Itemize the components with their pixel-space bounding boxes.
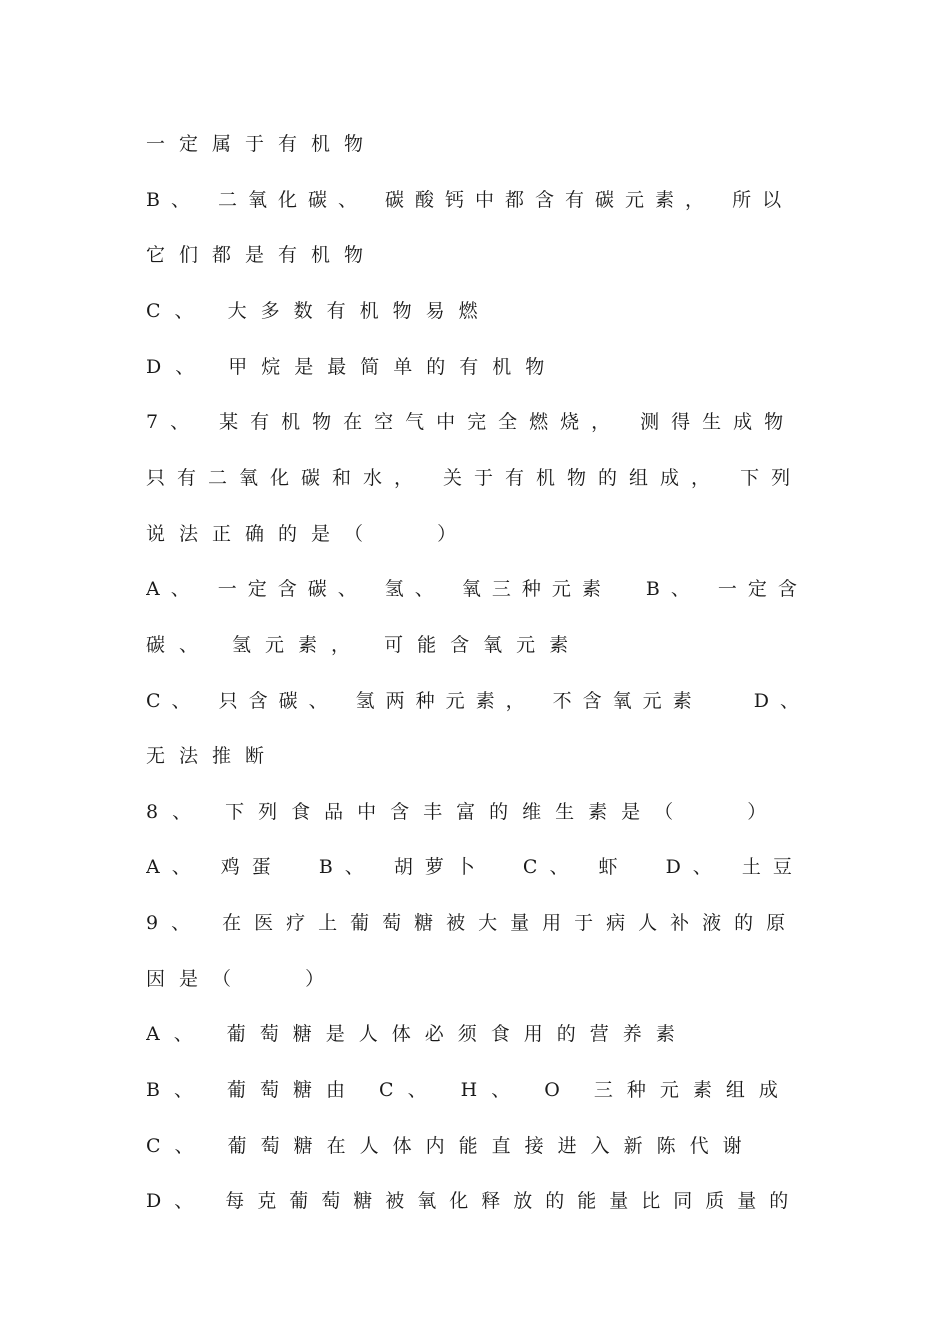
text-line: A、 一定含碳、 氢、 氧三种元素 B、 一定含 xyxy=(146,578,808,600)
text-line: D、 每克葡萄糖被氧化释放的能量比同质量的 xyxy=(146,1190,802,1212)
text-line: 只有二氧化碳和水， 关于有机物的组成， 下列 xyxy=(146,467,803,489)
text-line: A、 鸡蛋 B、 胡萝卜 C、 虾 D、 土豆 xyxy=(146,856,804,878)
text-line: C、 只含碳、 氢两种元素， 不含氧元素 D、 xyxy=(146,690,810,712)
text-line: 9、 在医疗上葡萄糖被大量用于病人补液的原 xyxy=(146,912,799,934)
text-line: 因是（ ） xyxy=(146,968,339,990)
text-line: B、 葡萄糖由 C、 H、 O 三种元素组成 xyxy=(146,1079,792,1101)
text-line: C、 葡萄糖在人体内能直接进入新陈代谢 xyxy=(146,1135,756,1157)
text-line: 一定属于有机物 xyxy=(146,133,378,155)
text-line: 碳、 氢元素， 可能含氧元素 xyxy=(146,634,583,656)
text-line: 8、 下列食品中含丰富的维生素是（ ） xyxy=(146,801,781,823)
text-line: 无法推断 xyxy=(146,745,279,767)
text-line: 7、 某有机物在空气中完全燃烧， 测得生成物 xyxy=(146,411,796,433)
text-line: 说法正确的是（ ） xyxy=(146,523,471,545)
text-line: B、 二氧化碳、 碳酸钙中都含有碳元素， 所以 xyxy=(146,189,793,211)
text-line: 它们都是有机物 xyxy=(146,244,378,266)
text-line: A、 葡萄糖是人体必须食用的营养素 xyxy=(146,1023,689,1045)
text-line: C、 大多数有机物易燃 xyxy=(146,300,492,322)
text-line: D、 甲烷是最简单的有机物 xyxy=(146,356,559,378)
